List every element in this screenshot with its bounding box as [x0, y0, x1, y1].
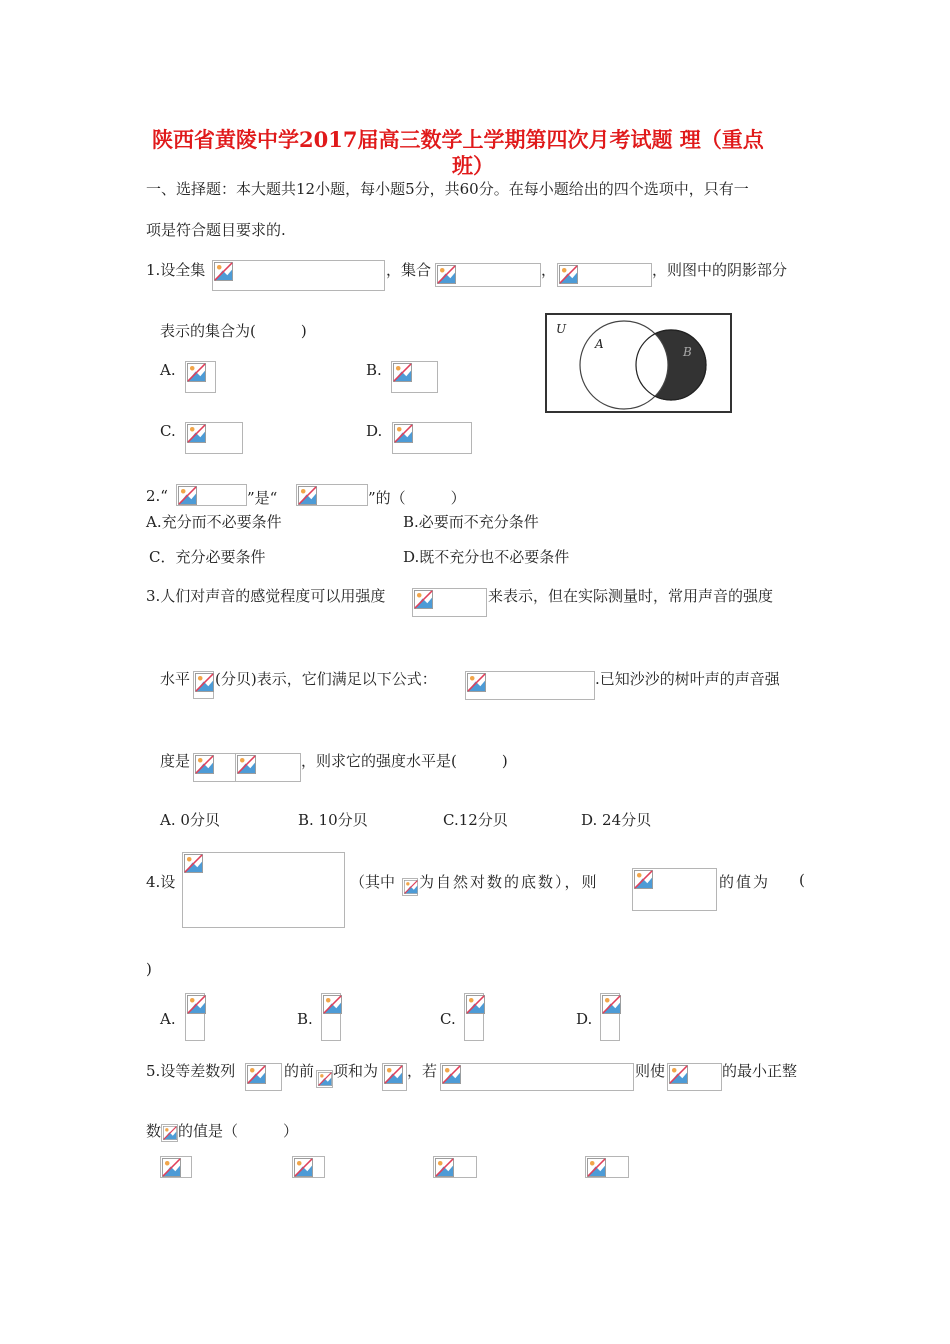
- q2-option-d: D.既不充分也不必要条件: [403, 548, 570, 566]
- formula-image: [182, 852, 345, 928]
- formula-image: [440, 1063, 634, 1091]
- q5-text-c: 项和为: [333, 1062, 379, 1080]
- q5-text-e: 则使: [635, 1062, 666, 1080]
- broken-image-icon: [162, 1158, 181, 1177]
- q4-option-a: A.: [160, 1010, 176, 1028]
- formula-image: [412, 588, 487, 617]
- q1-text-b: ，集合: [386, 261, 432, 279]
- section-intro-line-2: 项是符合题目要求的.: [146, 221, 286, 239]
- q1-option-d: D.: [366, 422, 383, 440]
- formula-image: [391, 361, 438, 393]
- formula-image: [316, 1070, 333, 1088]
- broken-image-icon: [237, 755, 256, 774]
- q1-option-a: A.: [160, 361, 176, 379]
- broken-image-icon: [187, 363, 206, 382]
- broken-image-icon: [437, 265, 456, 284]
- broken-image-icon: [442, 1065, 461, 1084]
- q3-text-g: ，则求它的强度水平是( ): [301, 752, 508, 770]
- formula-image: [193, 671, 214, 699]
- formula-image: [160, 1156, 192, 1178]
- formula-image: [435, 263, 541, 287]
- q2-option-c: C．充分必要条件: [149, 548, 266, 566]
- q4-text-f: ): [146, 960, 152, 978]
- formula-image: [185, 993, 205, 1041]
- formula-image: [245, 1063, 282, 1091]
- broken-image-icon: [178, 486, 197, 505]
- broken-image-icon: [559, 265, 578, 284]
- formula-image: [235, 753, 301, 782]
- q2-text-a: 2.“: [146, 487, 168, 505]
- broken-image-icon: [466, 995, 485, 1014]
- q5-text-g: 数: [146, 1122, 162, 1140]
- q1-text-a: 1.设全集: [146, 261, 206, 279]
- formula-image: [667, 1063, 722, 1091]
- q5-text-a: 5.设等差数列: [146, 1062, 236, 1080]
- broken-image-icon: [247, 1065, 266, 1084]
- q5-text-f: 的最小正整: [722, 1062, 798, 1080]
- q4-option-b: B.: [297, 1010, 313, 1028]
- broken-image-icon: [393, 363, 412, 382]
- q4-text-a: 4.设: [146, 873, 176, 891]
- q3-text-e: .已知沙沙的树叶声的声音强: [595, 670, 780, 688]
- q3-option-a: A. 0分贝: [160, 811, 220, 829]
- broken-image-icon: [602, 995, 621, 1014]
- venn-label-b: B: [683, 345, 692, 359]
- q4-text-c: 为自然对数的底数），则: [419, 873, 599, 891]
- formula-image: [212, 260, 385, 291]
- formula-image: [296, 484, 368, 506]
- broken-image-icon: [587, 1158, 606, 1177]
- q4-text-e: (: [799, 871, 805, 889]
- broken-image-icon: [298, 486, 317, 505]
- venn-label-a: A: [595, 337, 604, 351]
- q1-text-e: 表示的集合为( ): [160, 322, 307, 340]
- broken-image-icon: [435, 1158, 454, 1177]
- q1-option-c: C.: [160, 422, 176, 440]
- formula-image: [433, 1156, 477, 1178]
- q1-text-c: ，: [541, 261, 557, 279]
- broken-image-icon: [195, 755, 214, 774]
- q3-text-c: 水平: [160, 670, 191, 688]
- formula-image: [392, 422, 472, 454]
- broken-image-icon: [163, 1126, 177, 1140]
- q3-text-f: 度是: [160, 752, 191, 770]
- q3-text-a: 3.人们对声音的感觉程度可以用强度: [146, 587, 386, 605]
- formula-image: [402, 878, 418, 896]
- broken-image-icon: [414, 590, 433, 609]
- broken-image-icon: [384, 1065, 403, 1084]
- q2-option-a: A.充分而不必要条件: [146, 513, 282, 531]
- formula-image: [193, 753, 237, 782]
- venn-svg: [547, 315, 730, 411]
- formula-image: [600, 993, 620, 1041]
- broken-image-icon: [294, 1158, 313, 1177]
- q5-text-d: ，若: [407, 1062, 438, 1080]
- formula-image: [465, 671, 595, 700]
- broken-image-icon: [195, 673, 214, 692]
- broken-image-icon: [669, 1065, 688, 1084]
- venn-diagram: [545, 313, 732, 413]
- formula-image: [382, 1063, 407, 1091]
- broken-image-icon: [187, 995, 206, 1014]
- formula-image: [557, 263, 652, 287]
- q1-option-b: B.: [366, 361, 382, 379]
- q3-option-d: D. 24分贝: [581, 811, 652, 829]
- formula-image: [585, 1156, 629, 1178]
- q4-text-b: （其中: [350, 873, 396, 891]
- formula-image: [161, 1124, 178, 1142]
- q2-text-c: ”的（ ）: [368, 489, 466, 507]
- formula-image: [176, 484, 247, 506]
- broken-image-icon: [323, 995, 342, 1014]
- broken-image-icon: [634, 870, 653, 889]
- q3-option-b: B. 10分贝: [298, 811, 368, 829]
- formula-image: [185, 422, 243, 454]
- q4-option-d: D.: [576, 1010, 593, 1028]
- q3-option-c: C.12分贝: [443, 811, 508, 829]
- formula-image: [321, 993, 341, 1041]
- q2-text-b: ”是“: [247, 489, 278, 507]
- q5-text-h: 的值是（ ）: [178, 1122, 299, 1140]
- broken-image-icon: [404, 880, 418, 894]
- q4-text-d: 的值为: [719, 873, 771, 891]
- formula-image: [185, 361, 216, 393]
- q3-text-b: 来表示，但在实际测量时，常用声音的强度: [488, 587, 774, 605]
- q1-text-d: ，则图中的阴影部分: [652, 261, 788, 279]
- q2-option-b: B.必要而不充分条件: [403, 513, 539, 531]
- formula-image: [464, 993, 484, 1041]
- broken-image-icon: [318, 1072, 332, 1086]
- q4-option-c: C.: [440, 1010, 456, 1028]
- q3-text-d: (分贝)表示，它们满足以下公式：: [215, 670, 437, 688]
- formula-image: [292, 1156, 325, 1178]
- broken-image-icon: [394, 424, 413, 443]
- broken-image-icon: [184, 854, 203, 873]
- formula-image: [632, 868, 717, 911]
- q5-text-b: 的前: [284, 1062, 315, 1080]
- section-intro-line-1: 一、选择题：本大题共12小题，每小题5分，共60分。在每小题给出的四个选项中，只有一: [146, 180, 749, 198]
- venn-label-u: U: [556, 322, 567, 336]
- broken-image-icon: [187, 424, 206, 443]
- title-line-1: 陕西省黄陵中学2017届高三数学上学期第四次月考试题 理（重点: [152, 127, 764, 152]
- broken-image-icon: [214, 262, 233, 281]
- broken-image-icon: [467, 673, 486, 692]
- title-line-2: 班）: [452, 153, 494, 178]
